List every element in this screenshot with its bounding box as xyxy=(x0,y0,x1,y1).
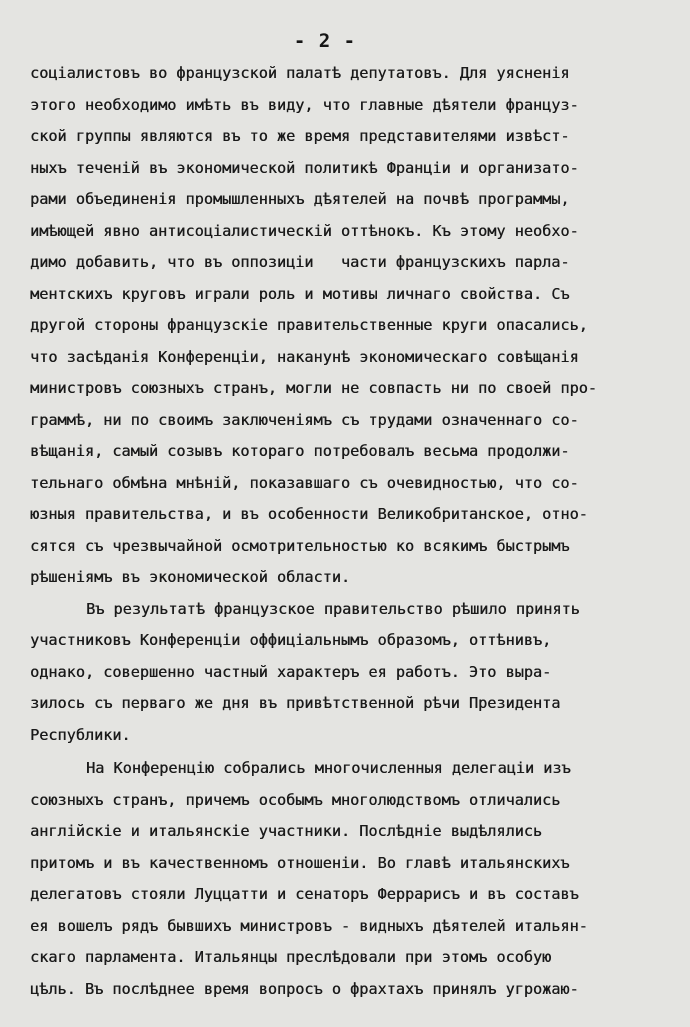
text-line: юзныя правительства, и въ особенности Великобританское, отно- xyxy=(30,505,588,523)
text-line: ментскихъ круговъ играли роль и мотивы личнаго свойства. Съ xyxy=(30,284,570,303)
text-line: граммѣ, ни по своимъ заключеніямъ съ трудами означеннаго со- xyxy=(30,410,579,429)
text-line: тельнаго обмѣна мнѣній, показавшаго съ очевидностью, что со- xyxy=(30,473,579,492)
text-line: ской группы являются въ то же время представителями извѣст- xyxy=(30,127,570,145)
text-line: вѣщанія, самый созывъ котораго потребовалъ весьма продолжи- xyxy=(30,442,570,460)
text-line: этого необходимо имѣть въ виду, что главные дѣятели француз- xyxy=(30,95,579,114)
text-line: однако, совершенно частный характеръ ея работъ. Это выра- xyxy=(30,662,552,681)
text-line: соціалистовъ во французской палатѣ депутатовъ. Для уясненія xyxy=(30,64,570,82)
text-line: министровъ союзныхъ странъ, могли не совпасть ни по своей про- xyxy=(30,379,597,397)
text-line: делегатовъ стояли Луццатти и сенаторъ Феррарисъ и въ составъ xyxy=(30,885,579,903)
text-line: рами объединенія промышленныхъ дѣятелей на почвѣ программы, xyxy=(30,190,570,208)
body-text xyxy=(30,58,662,1005)
text-line: цѣль. Въ послѣднее время вопросъ о фрахтахъ принялъ угрожаю- xyxy=(30,979,579,998)
text-line: Республики. xyxy=(30,725,131,744)
text-line: англійскіе и итальянскіе участники. Послѣдніе выдѣлялись xyxy=(30,822,543,840)
paragraph-first-line: Въ результатѣ французское правительство рѣшило принять xyxy=(86,599,580,618)
text-line: что засѣданія Конференціи, наканунѣ экономическаго совѣщанія xyxy=(30,347,579,366)
text-line: зилось съ перваго же дня въ привѣтственной рѣчи Президента xyxy=(30,694,561,712)
text-line: рѣшеніямъ въ экономической области. xyxy=(30,568,351,586)
text-line: димо добавить, что въ оппозиціи части французскихъ парла- xyxy=(30,253,570,271)
text-line: притомъ и въ качественномъ отношеніи. Во главѣ итальянскихъ xyxy=(30,853,570,872)
text-line: скаго парламента. Итальянцы преслѣдовали при этомъ особую xyxy=(30,948,552,966)
text-line: сятся съ чрезвычайной осмотрительностью ко всякимъ быстрымъ xyxy=(30,536,570,555)
text-line: имѣющей явно антисоціалистическій оттѣнокъ. Къ этому необхо- xyxy=(30,221,579,240)
page-number: - 2 - xyxy=(293,30,357,52)
text-line: участниковъ Конференціи оффиціальнымъ образомъ, оттѣнивъ, xyxy=(30,631,552,649)
text-line: другой стороны французскіе правительственные круги опасались, xyxy=(30,316,588,334)
text-line: ныхъ теченій въ экономической политикѣ Франціи и организато- xyxy=(30,158,579,177)
text-line: союзныхъ странъ, причемъ особымъ многолюдствомъ отличались xyxy=(30,790,561,809)
paragraph-first-line: На Конференцію собрались многочисленныя делегаціи изъ xyxy=(86,759,571,777)
text-line: ея вошелъ рядъ бывшихъ министровъ - видныхъ дѣятелей итальян- xyxy=(30,916,588,935)
